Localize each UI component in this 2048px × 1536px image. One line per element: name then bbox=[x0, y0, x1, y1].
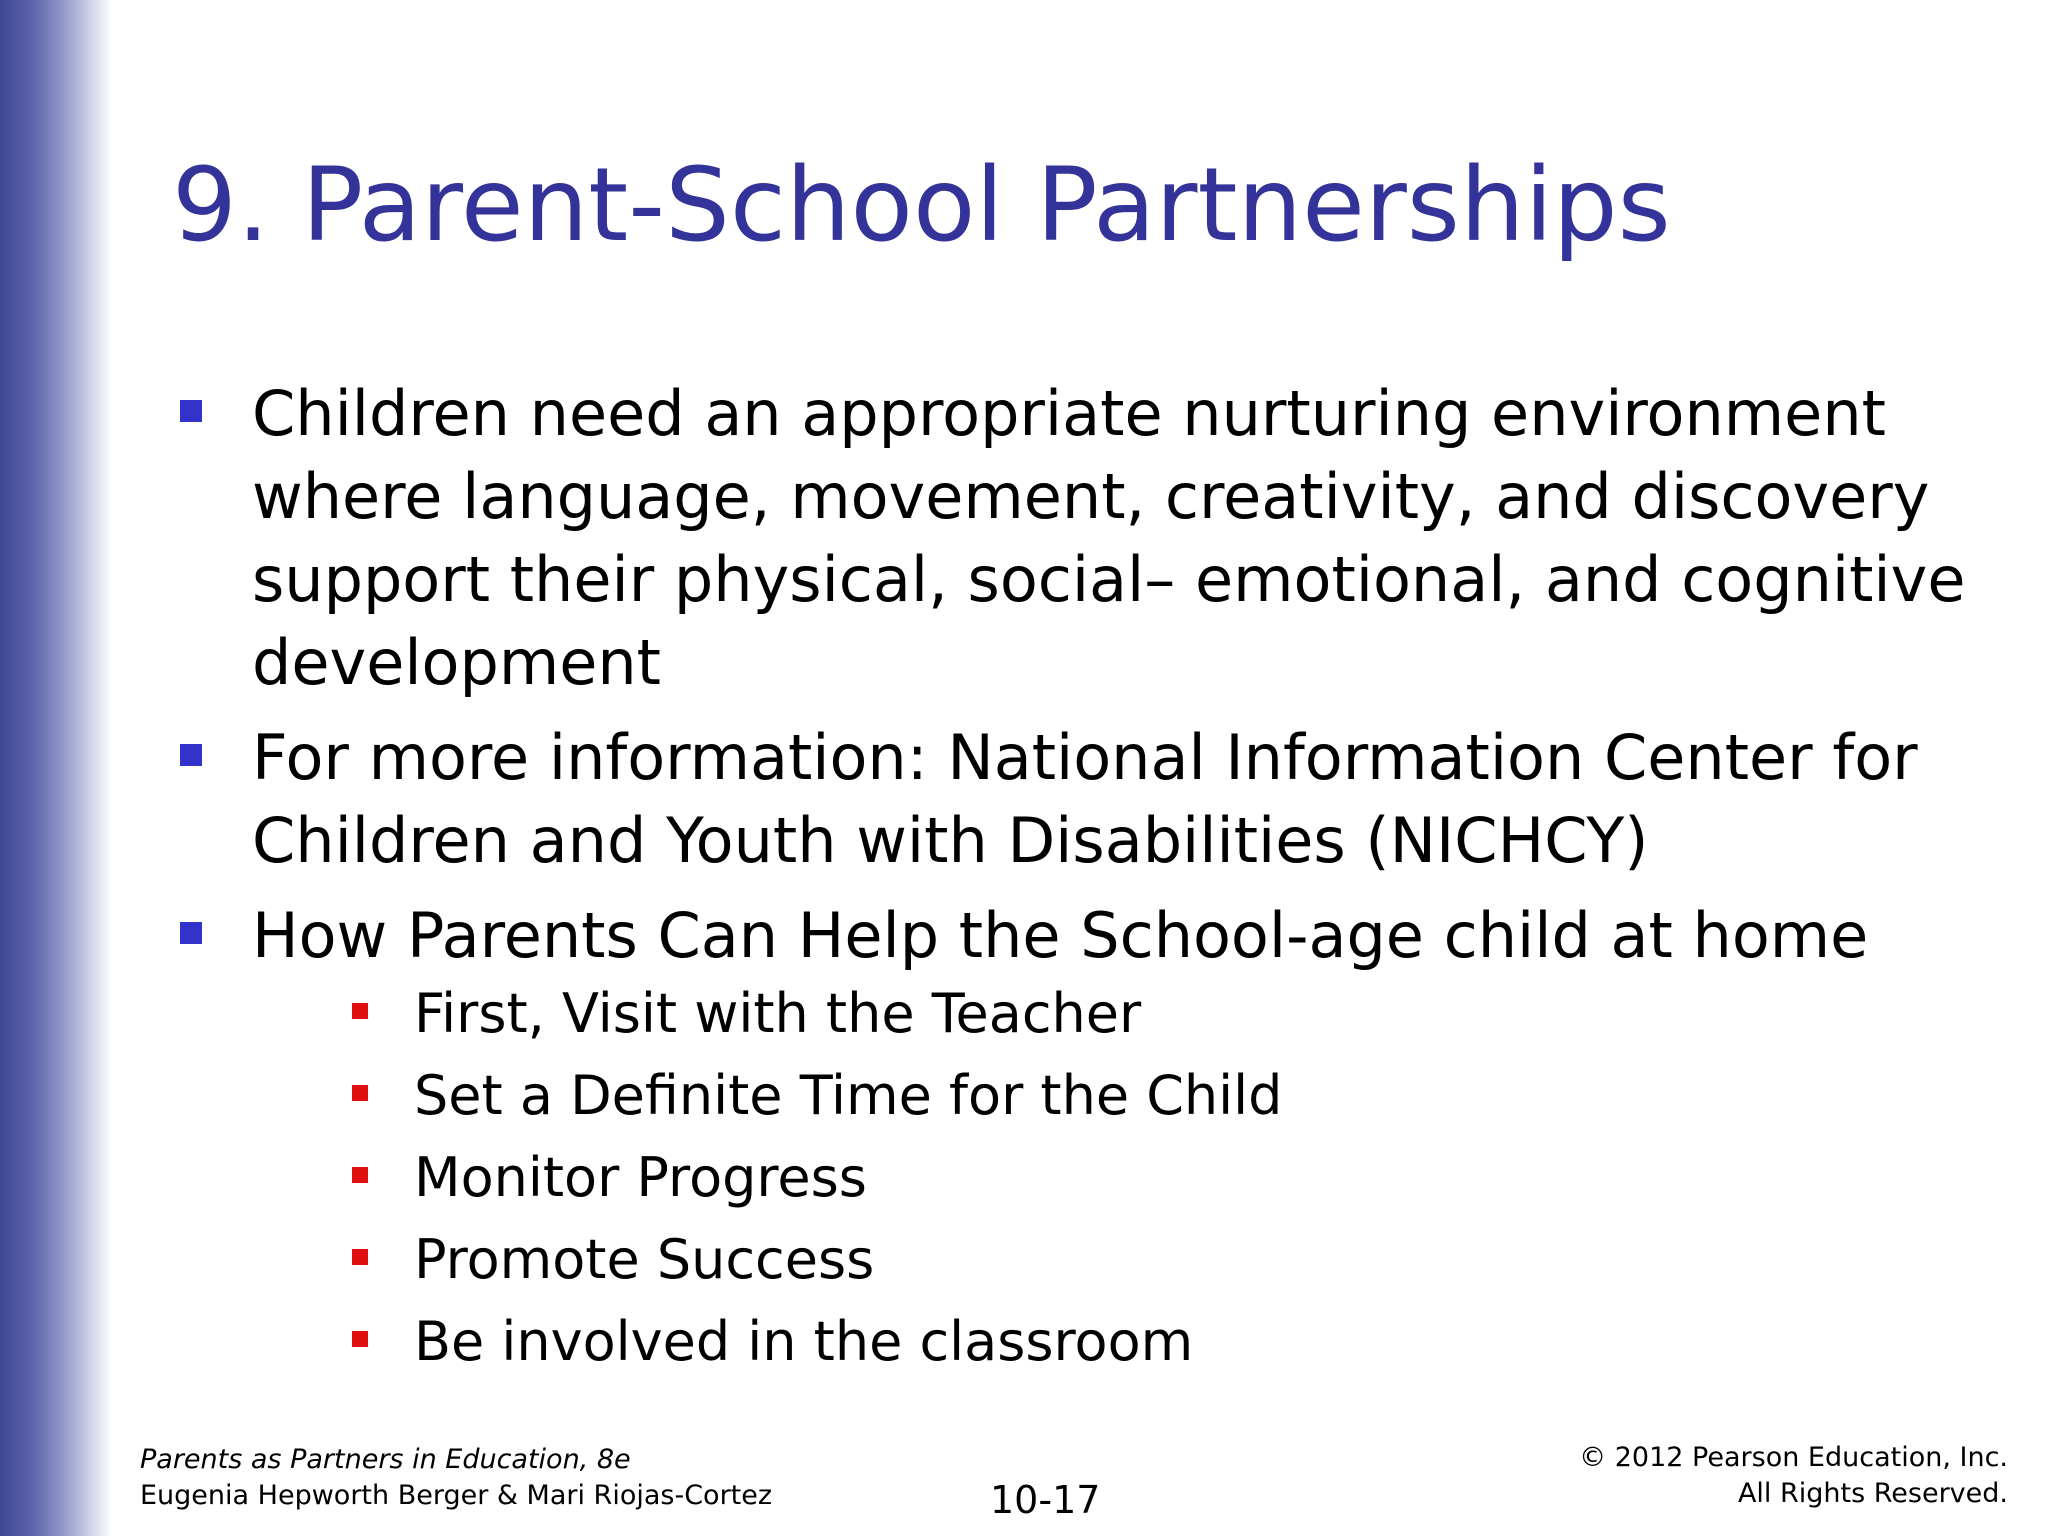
copyright-text: © 2012 Pearson Education, Inc. bbox=[1579, 1442, 2008, 1473]
sub-bullet-text: First, Visit with the Teacher bbox=[414, 982, 1142, 1045]
red-square-bullet-icon bbox=[352, 1003, 368, 1019]
bullet-list bbox=[180, 372, 1980, 1395]
sub-bullet-item bbox=[252, 973, 1980, 1055]
book-authors: Eugenia Hepworth Berger & Mari Riojas-Cortez bbox=[140, 1480, 773, 1511]
sub-bullet-text: Be involved in the classroom bbox=[414, 1310, 1194, 1373]
slide-title: 9. Parent-School Partnerships bbox=[172, 146, 1671, 265]
square-bullet-icon bbox=[180, 922, 202, 944]
bullet-text: How Parents Can Help the School-age child at home bbox=[252, 899, 1869, 972]
footer-copyright bbox=[1579, 1440, 2008, 1512]
square-bullet-icon bbox=[180, 400, 202, 422]
sub-bullet-text: Monitor Progress bbox=[414, 1146, 867, 1209]
red-square-bullet-icon bbox=[352, 1085, 368, 1101]
book-title: Parents as Partners in Education, 8e bbox=[140, 1444, 631, 1475]
bullet-item bbox=[180, 894, 1980, 1383]
left-gradient-band bbox=[0, 0, 112, 1536]
sub-bullet-text: Promote Success bbox=[414, 1228, 875, 1291]
rights-text: All Rights Reserved. bbox=[1737, 1478, 2008, 1509]
bullet-item bbox=[180, 372, 1980, 704]
bullet-item bbox=[180, 716, 1980, 882]
red-square-bullet-icon bbox=[352, 1167, 368, 1183]
bullet-text: Children need an appropriate nurturing environment where language, movement, creativity, and discovery support their physical, social– emotional, and cognitive development bbox=[252, 377, 1966, 699]
footer-citation bbox=[140, 1442, 772, 1514]
red-square-bullet-icon bbox=[352, 1249, 368, 1265]
sub-bullet-item bbox=[252, 1301, 1980, 1383]
sub-bullet-text: Set a Definite Time for the Child bbox=[414, 1064, 1283, 1127]
bullet-text: For more information: National Information Center for Children and Youth with Disabilities (NICHCY) bbox=[252, 721, 1918, 877]
red-square-bullet-icon bbox=[352, 1331, 368, 1347]
sub-bullet-item bbox=[252, 1137, 1980, 1219]
sub-bullet-list bbox=[252, 973, 1980, 1383]
page-number: 10-17 bbox=[990, 1478, 1101, 1522]
square-bullet-icon bbox=[180, 744, 202, 766]
sub-bullet-item bbox=[252, 1219, 1980, 1301]
sub-bullet-item bbox=[252, 1055, 1980, 1137]
